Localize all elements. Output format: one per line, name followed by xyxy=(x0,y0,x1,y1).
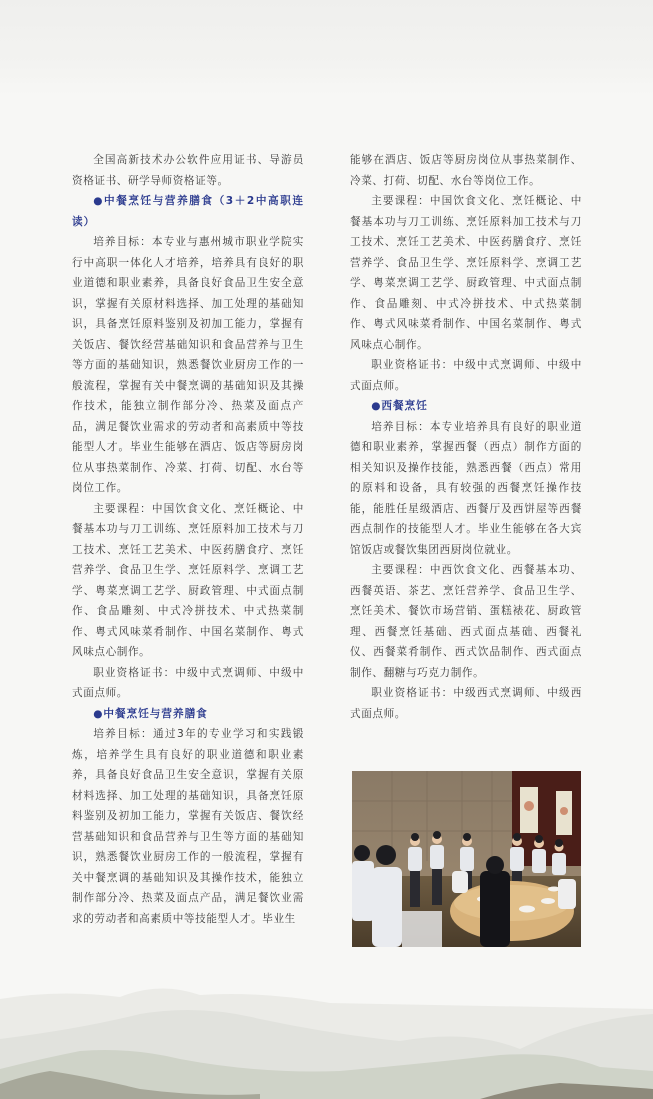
certificate-continuation: 全国高新技术办公软件应用证书、导游员资格证书、研学导师资格证等。 xyxy=(72,154,304,187)
training-goal-paragraph: 培养目标：本专业与惠州城市职业学院实行中高职一体化人才培养，培养具有良好的职业道德和职业素养，具备良好食品卫生安全意识，掌握有关原材料选择、加工处理的基础知识，具备烹饪原料鉴别及初加工能力，掌握有关饭店、餐饮经营基础知识和食品营养与卫生等方面的基础知识，熟悉餐饮业厨房工作的一般流程，掌握有关中餐烹调的基础知识及其操作技术，能独立制作部分冷、热菜及面点产品，满足餐饮业需求的劳动者和高素质中等技能型人才。毕业生能够在酒店、饭店等厨房岗位从事热菜制作、冷菜、打荷、切配、水台等岗位工作。 xyxy=(72,236,304,494)
banquet-training-photo-illustration xyxy=(352,771,581,947)
certificates-paragraph: 职业资格证书：中级中式烹调师、中级中式面点师。 xyxy=(350,359,582,392)
section-heading-western-cuisine: ●西餐烹饪 xyxy=(371,400,428,412)
right-column xyxy=(350,150,582,724)
main-courses-paragraph: 主要课程：中国饮食文化、烹饪概论、中餐基本功与刀工训练、烹饪原料加工技术与刀工技术、烹饪工艺美术、中医药膳食疗、烹饪营养学、食品卫生学、烹饪原料学、烹调工艺学、粤菜烹调工艺学、厨政管理、中式面点制作、食品雕刻、中式冷拼技术、中式热菜制作、粤式风味菜肴制作、中国名菜制作、粤式风味点心制作。 xyxy=(72,502,304,658)
class-photo xyxy=(352,771,581,947)
training-goal-continuation: 能够在酒店、饭店等厨房岗位从事热菜制作、冷菜、打荷、切配、水台等岗位工作。 xyxy=(350,154,582,187)
main-courses-paragraph: 主要课程：中西饮食文化、西餐基本功、西餐英语、茶艺、烹饪营养学、食品卫生学、烹饪美术、餐饮市场营销、蛋糕裱花、厨政管理、西餐烹饪基础、西式面点基础、西餐礼仪、西餐菜肴制作、西式饮品制作、西式面点制作、翻糖与巧克力制作。 xyxy=(350,564,582,679)
paper-texture-top xyxy=(0,0,653,95)
main-courses-paragraph: 主要课程：中国饮食文化、烹饪概论、中餐基本功与刀工训练、烹饪原料加工技术与刀工技术、烹饪工艺美术、中医药膳食疗、烹饪营养学、食品卫生学、烹饪原料学、烹调工艺学、粤菜烹调工艺学、厨政管理、中式面点制作、食品雕刻、中式冷拼技术、中式热菜制作、粤式风味菜肴制作、中国名菜制作、粤式风味点心制作。 xyxy=(350,195,582,351)
section-heading-chinese-cuisine: ●中餐烹饪与营养膳食 xyxy=(93,707,208,720)
training-goal-paragraph: 培养目标：通过3年的专业学习和实践锻炼，培养学生具有良好的职业道德和职业素养，具备良好食品卫生安全意识，掌握有关原材料选择、加工处理的基础知识，具备烹饪原料鉴别及初加工能力，掌握有关饭店、餐饮经营基础知识和食品营养与卫生等方面的基础知识，熟悉餐饮业厨房工作的一般流程，掌握有关中餐烹调的基础知识及其操作技术，能独立制作部分冷、热菜及面点产品，满足餐饮业需求的劳动者和高素质中等技能型人才。毕业生 xyxy=(72,728,304,925)
training-goal-paragraph: 培养目标：本专业培养具有良好的职业道德和职业素养，掌握西餐（西点）制作方面的相关知识及操作技能，熟悉西餐（西点）常用的原料和设备，具有较强的西餐烹饪操作技能，能胜任星级酒店、西餐厅及西饼屋等西餐西点制作的技能型人才。毕业生能够在各大宾馆饭店或餐饮集团西厨岗位就业。 xyxy=(350,420,582,556)
ink-mountains-decoration xyxy=(0,959,653,1099)
certificates-paragraph: 职业资格证书：中级中式烹调师、中级中式面点师。 xyxy=(72,666,304,699)
left-column xyxy=(72,150,304,929)
section-heading-chinese-cuisine-3plus2: ●中餐烹饪与营养膳食（3＋2中高职连读） xyxy=(72,195,304,228)
certificates-paragraph: 职业资格证书：中级西式烹调师、中级西式面点师。 xyxy=(350,687,582,720)
